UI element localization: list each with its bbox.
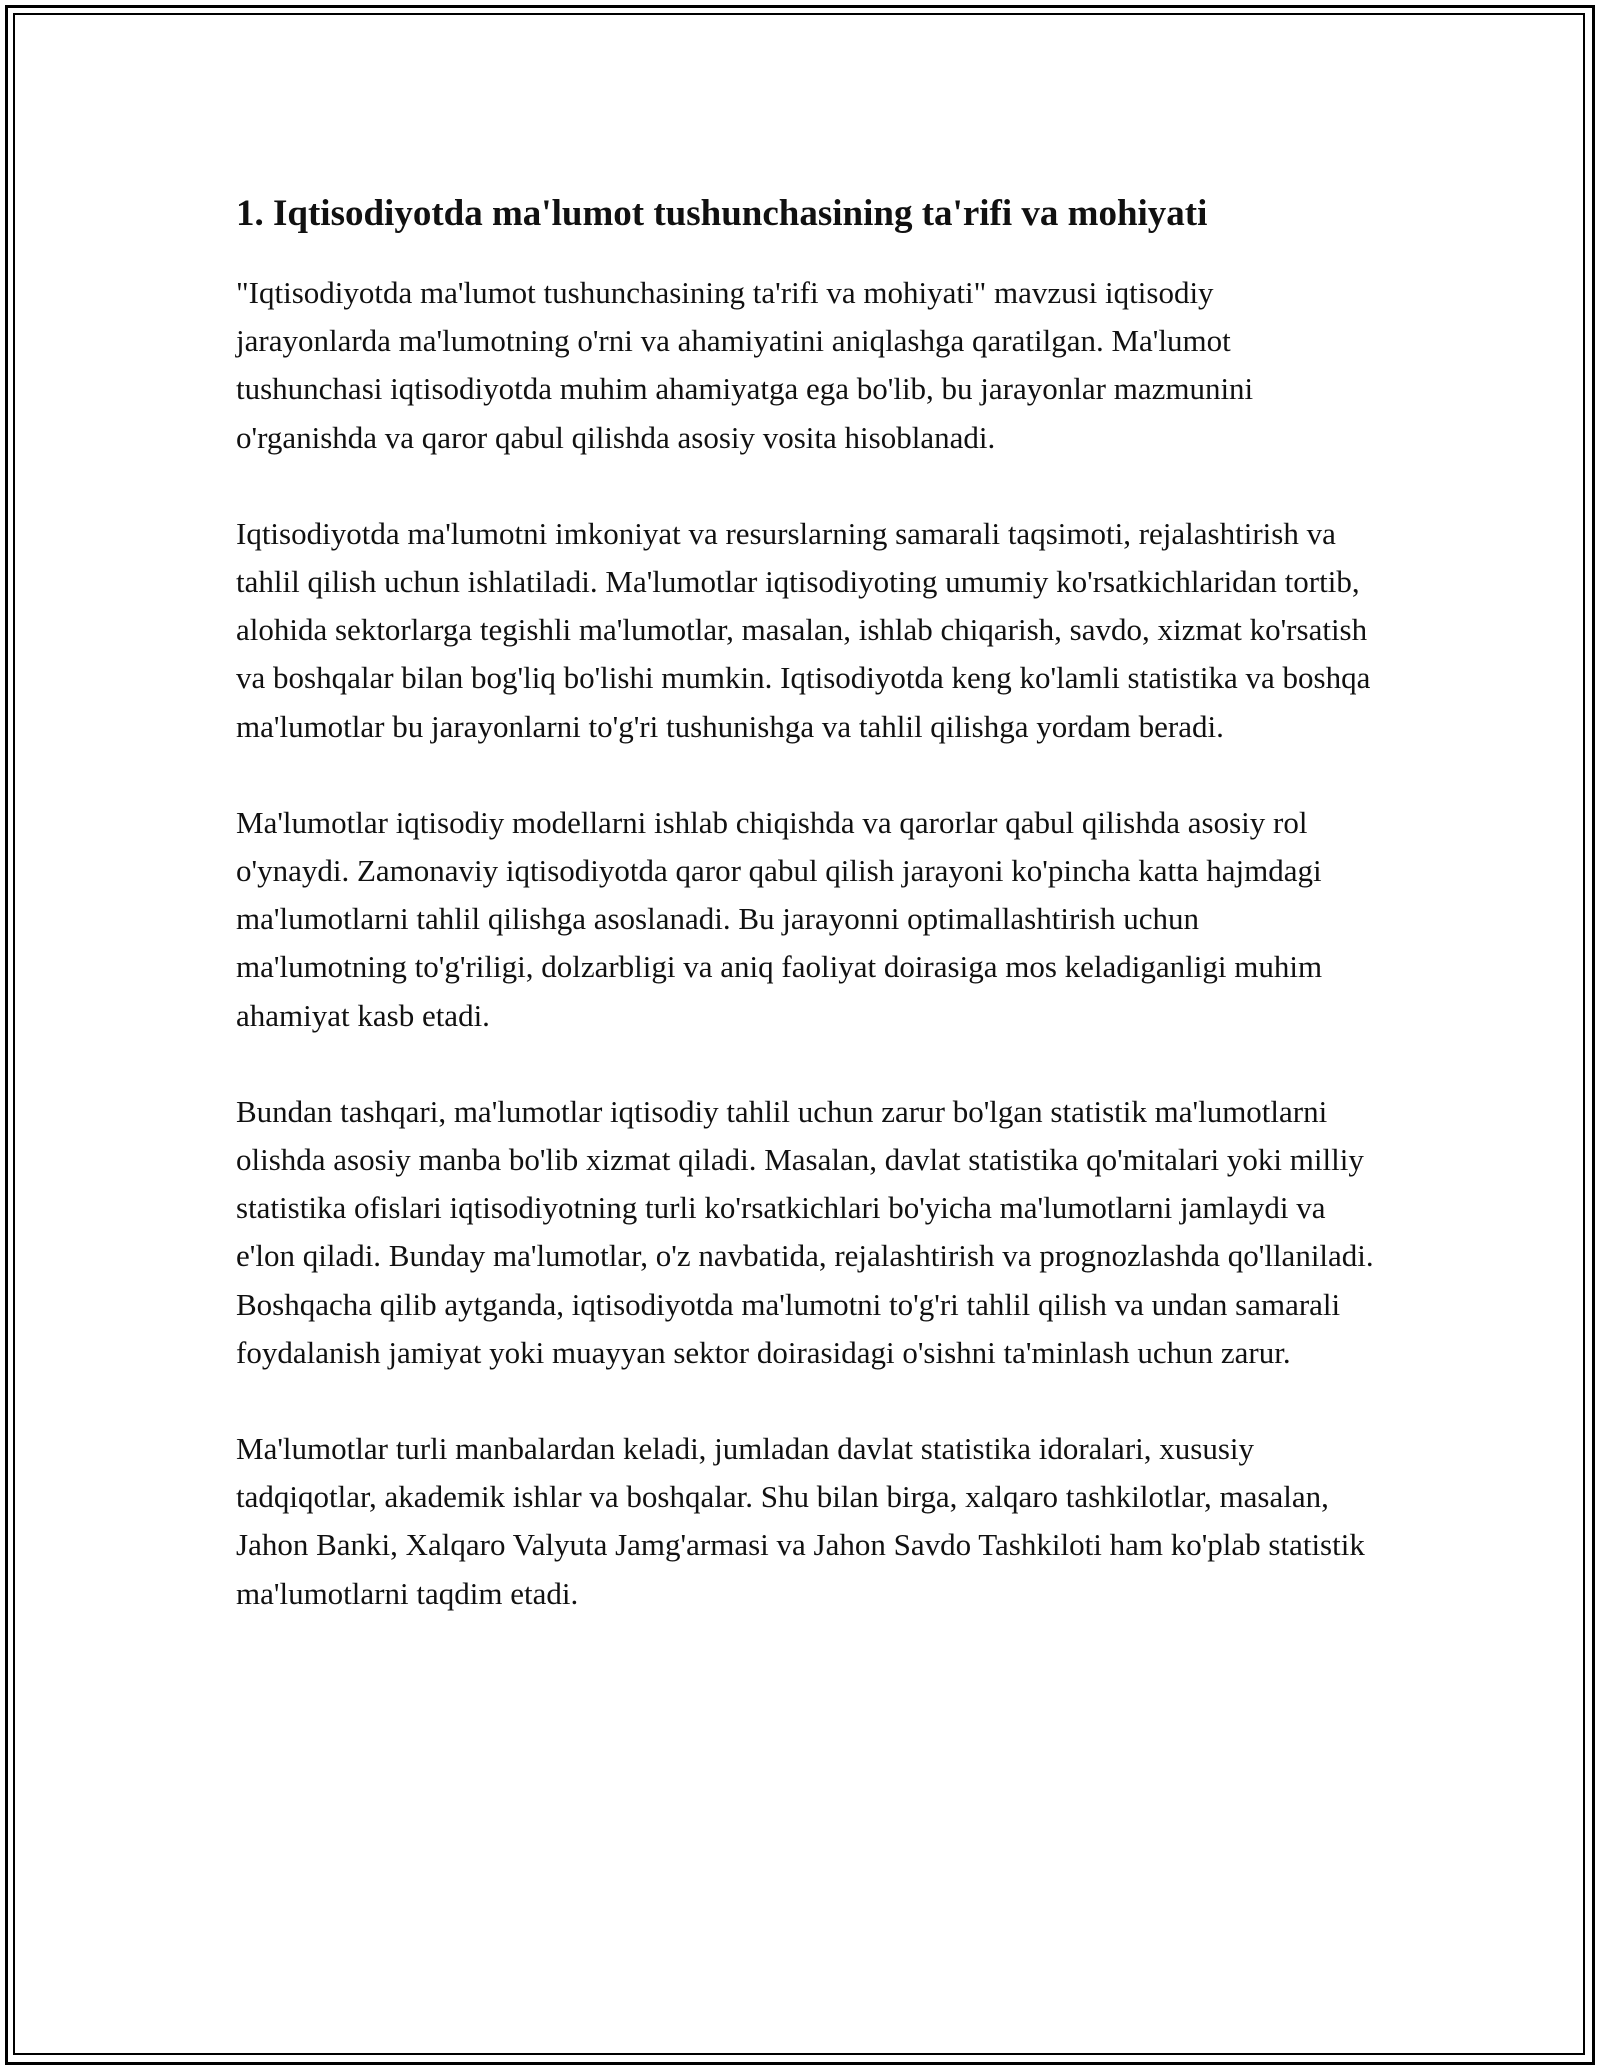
paragraph-5: Ma'lumotlar turli manbalardan keladi, jumladan davlat statistika idoralari, xususiy tadqiqotlar, akademik ishlar va boshqalar. Shu bilan birga, xalqaro tashkilotlar, masalan, Jahon Banki, Xalqaro Valyuta Jamg'armasi va Jahon Savdo Tashkiloti ham ko'plab statistik ma'lumotlarni taqdim etadi. — [236, 1431, 1365, 1611]
document-body — [236, 185, 1376, 1666]
section-heading: 1. Iqtisodiyotda ma'lumot tushunchasining ta'rifi va mohiyati — [236, 193, 1208, 234]
paragraph-2: Iqtisodiyotda ma'lumotni imkoniyat va resurslarning samarali taqsimoti, rejalashtirish va tahlil qilish uchun ishlatiladi. Ma'lumotlar iqtisodiyoting umumiy ko'rsatkichlaridan tortib, alohida sektorlarga tegishli ma'lumotlar, masalan, ishlab chiqarish, savdo, xizmat ko'rsatish va boshqalar bilan bog'liq bo'lishi mumkin. Iqtisodiyotda keng ko'lamli statistika va boshqa ma'lumotlar bu jarayonlarni to'g'ri tushunishga va tahlil qilishga yordam beradi. — [236, 515, 1371, 744]
paragraph-1: "Iqtisodiyotda ma'lumot tushunchasining ta'rifi va mohiyati" mavzusi iqtisodiy jarayonlarda ma'lumotning o'rni va ahamiyatini aniqlashga qaratilgan. Ma'lumot tushunchasi iqtisodiyotda muhim ahamiyatga ega bo'lib, bu jarayonlar mazmunini o'rganishda va qaror qabul qilishda asosiy vosita hisoblanadi. — [236, 275, 1254, 455]
paragraph-4: Bundan tashqari, ma'lumotlar iqtisodiy tahlil uchun zarur bo'lgan statistik ma'lumotlarni olishda asosiy manba bo'lib xizmat qiladi. Masalan, davlat statistika qo'mitalari yoki milliy statistika ofislari iqtisodiyotning turli ko'rsatkichlari bo'yicha ma'lumotlarni jamlaydi va e'lon qiladi. Bunday ma'lumotlar, o'z navbatida, rejalashtirish va prognozlashda qo'llaniladi. Boshqacha qilib aytganda, iqtisodiyotda ma'lumotni to'g'ri tahlil qilish va undan samarali foydalanish jamiyat yoki muayyan sektor doirasidagi o'sishni ta'minlash uchun zarur. — [236, 1093, 1374, 1370]
paragraph-3: Ma'lumotlar iqtisodiy modellarni ishlab chiqishda va qarorlar qabul qilishda asosiy rol o'ynaydi. Zamonaviy iqtisodiyotda qaror qabul qilish jarayoni ko'pincha katta hajmdagi ma'lumotlarni tahlil qilishga asoslanadi. Bu jarayonni optimallashtirish uchun ma'lumotning to'g'riligi, dolzarbligi va aniq faoliyat doirasiga mos keladiganligi muhim ahamiyat kasb etadi. — [236, 804, 1323, 1033]
